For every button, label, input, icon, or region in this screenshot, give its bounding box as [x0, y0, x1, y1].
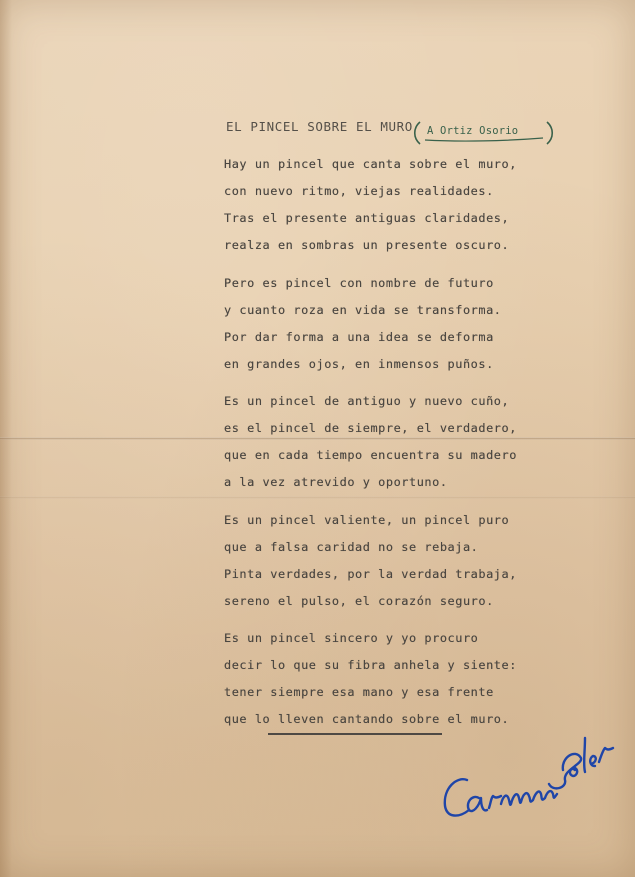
poem-line: Pinta verdades, por la verdad trabaja,	[224, 566, 517, 581]
poem-body	[224, 151, 544, 744]
poem-line: Es un pincel sincero y yo procuro	[224, 631, 479, 645]
signature-graphic	[435, 718, 615, 828]
stanza-1	[224, 151, 544, 259]
poem-line: Hay un pincel que canta sobre el muro,	[224, 157, 517, 171]
poem-line: en grandes ojos, en inmensos puños.	[224, 356, 494, 371]
handwritten-dedication	[411, 120, 559, 144]
closing-rule	[268, 733, 442, 735]
stanza-3	[224, 388, 544, 496]
poem-line: con nuevo ritmo, viejas realidades.	[224, 184, 494, 198]
poem-line: Por dar forma a una idea se deforma	[224, 329, 494, 344]
poem-line: Tras el presente antiguas claridades,	[224, 211, 510, 225]
poem-line: decir lo que su fibra anhela y siente:	[224, 658, 517, 672]
poem-line: es el pincel de siempre, el verdadero,	[224, 421, 517, 435]
poem-line: que en cada tiempo encuentra su madero	[224, 448, 517, 462]
stanza-2	[224, 270, 544, 378]
poem-title: EL PINCEL SOBRE EL MURO	[226, 119, 413, 134]
poem-line: Es un pincel de antiguo y nuevo cuño,	[224, 394, 510, 408]
poem-line: Es un pincel valiente, un pincel puro	[224, 512, 510, 527]
stanza-5	[224, 625, 544, 733]
dedication-text: A Ortiz Osorio	[427, 125, 519, 137]
poem-line: que a falsa caridad no se rebaja.	[224, 539, 479, 554]
handwritten-signature	[435, 718, 615, 828]
poem-line: y cuanto roza en vida se transforma.	[224, 302, 502, 317]
poem-line: Pero es pincel con nombre de futuro	[224, 275, 494, 290]
stanza-4	[224, 507, 544, 615]
title-row	[226, 114, 586, 144]
poem-line: a la vez atrevido y oportuno.	[224, 475, 448, 489]
poem-line: que lo lleven cantando sobre el muro.	[224, 712, 510, 726]
poem-line: tener siempre esa mano y esa frente	[224, 685, 494, 699]
poem-line: sereno el pulso, el corazón seguro.	[224, 593, 494, 608]
poem-line: realza en sombras un presente oscuro.	[224, 238, 510, 252]
